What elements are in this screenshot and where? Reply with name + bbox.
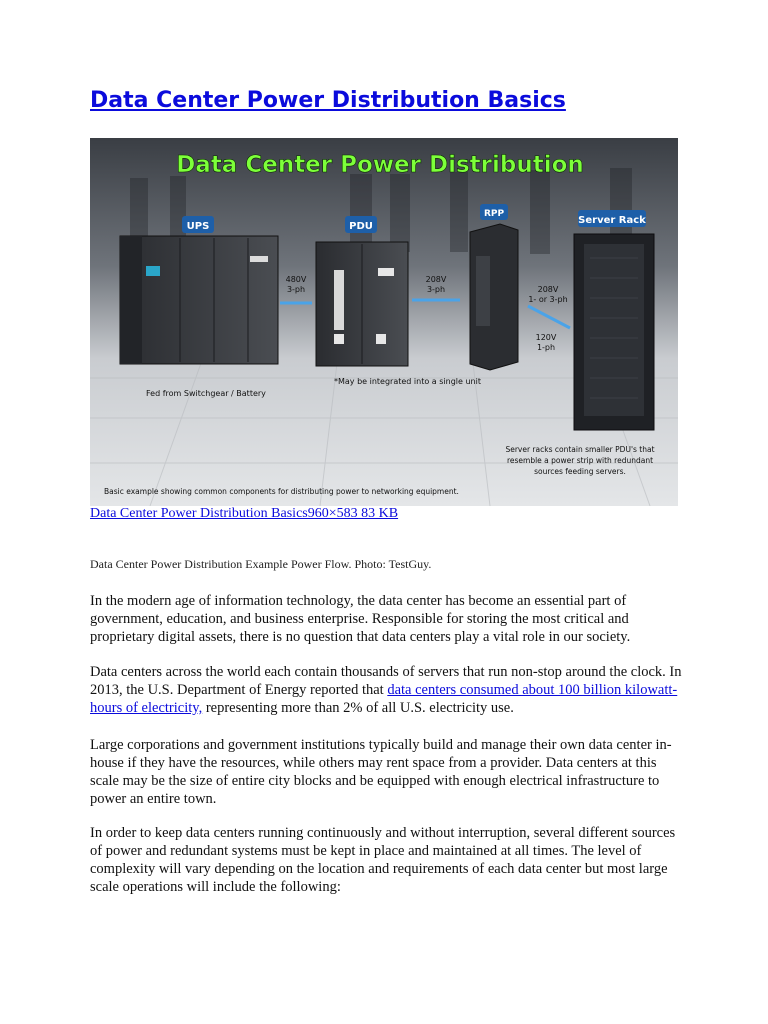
voltage-208: 208V — [425, 275, 447, 284]
ups-cabinet — [120, 236, 278, 364]
voltage-120-phase: 1-ph — [536, 343, 556, 352]
voltage-208b: 208V — [537, 285, 559, 294]
paragraph-intro: In the modern age of information technology, the data center has become an essential part of government, education, and business enterprise. Responsible for storing the most critical and proprietary digital assets, there is no question that data centers play a vital role in our society. — [90, 593, 631, 645]
racks-note-line2: resemble a power strip with redundant — [506, 456, 654, 465]
voltage-208-phase: 3-ph — [426, 285, 446, 294]
paragraph-energy — [90, 663, 682, 717]
rpp-label-box — [480, 204, 508, 220]
pdu-label: PDU — [349, 221, 373, 232]
racks-note-line3: sources feeding servers. — [534, 467, 626, 476]
voltage-480: 480V — [285, 275, 307, 284]
paragraph-corporations: Large corporations and government institutions typically build and manage their own data center in-house if they have the resources, while others may rent space from a provider. Data centers at this scale may be the size of entire city blocks and be equipped with enough electrical infrastructure to power an entire town. — [90, 737, 672, 807]
voltage-480-phase: 3-ph — [286, 285, 306, 294]
basic-example-note: Basic example showing common components for distributing power to networking equipment. — [104, 487, 459, 496]
fed-from-note: Fed from Switchgear / Battery — [146, 389, 266, 398]
rpp-label: RPP — [483, 209, 505, 219]
ups-label-box — [182, 216, 214, 233]
paragraph-power-sources: In order to keep data centers running continuously and without interruption, several different sources of power and redundant systems must be kept in place and maintained at all times. The level of complexity will vary depending on the location and requirements of each data center but most large scale operations will include the following: — [90, 825, 676, 895]
pdu-label-box — [345, 216, 377, 233]
pdu-cabinet — [316, 242, 408, 366]
energy-report-link[interactable]: data centers consumed about 100 billion kilowatt-hours of electricity, — [90, 682, 678, 716]
integrated-note: *May be integrated into a single unit — [334, 377, 481, 386]
paragraph-energy-text-before: Data centers across the world each contain thousands of servers that run non-stop around the clock. In 2013, the U.S. Department of Energy reported that — [90, 664, 682, 698]
server-rack-label-box — [578, 210, 646, 227]
image-download-link[interactable]: Data Center Power Distribution Basics960×583 83 KB — [90, 506, 399, 521]
paragraph-energy-text-after: representing more than 2% of all U.S. electricity use. — [202, 700, 514, 716]
ups-label: UPS — [186, 221, 210, 232]
server-rack — [574, 234, 654, 430]
racks-note-line1: Server racks contain smaller PDU's that — [505, 445, 655, 454]
article-title-link[interactable]: Data Center Power Distribution Basics — [90, 88, 566, 113]
server-rack-label: Server Rack — [578, 215, 646, 226]
voltage-120: 120V — [535, 333, 557, 342]
figure-heading: Data Center Power Distribution — [176, 152, 584, 178]
voltage-208b-phase: 1- or 3-ph — [528, 295, 568, 304]
photo-credit: Data Center Power Distribution Example Power Flow. Photo: TestGuy. — [90, 557, 432, 571]
power-distribution-figure[interactable] — [90, 138, 678, 506]
rpp-cabinet — [470, 224, 518, 370]
